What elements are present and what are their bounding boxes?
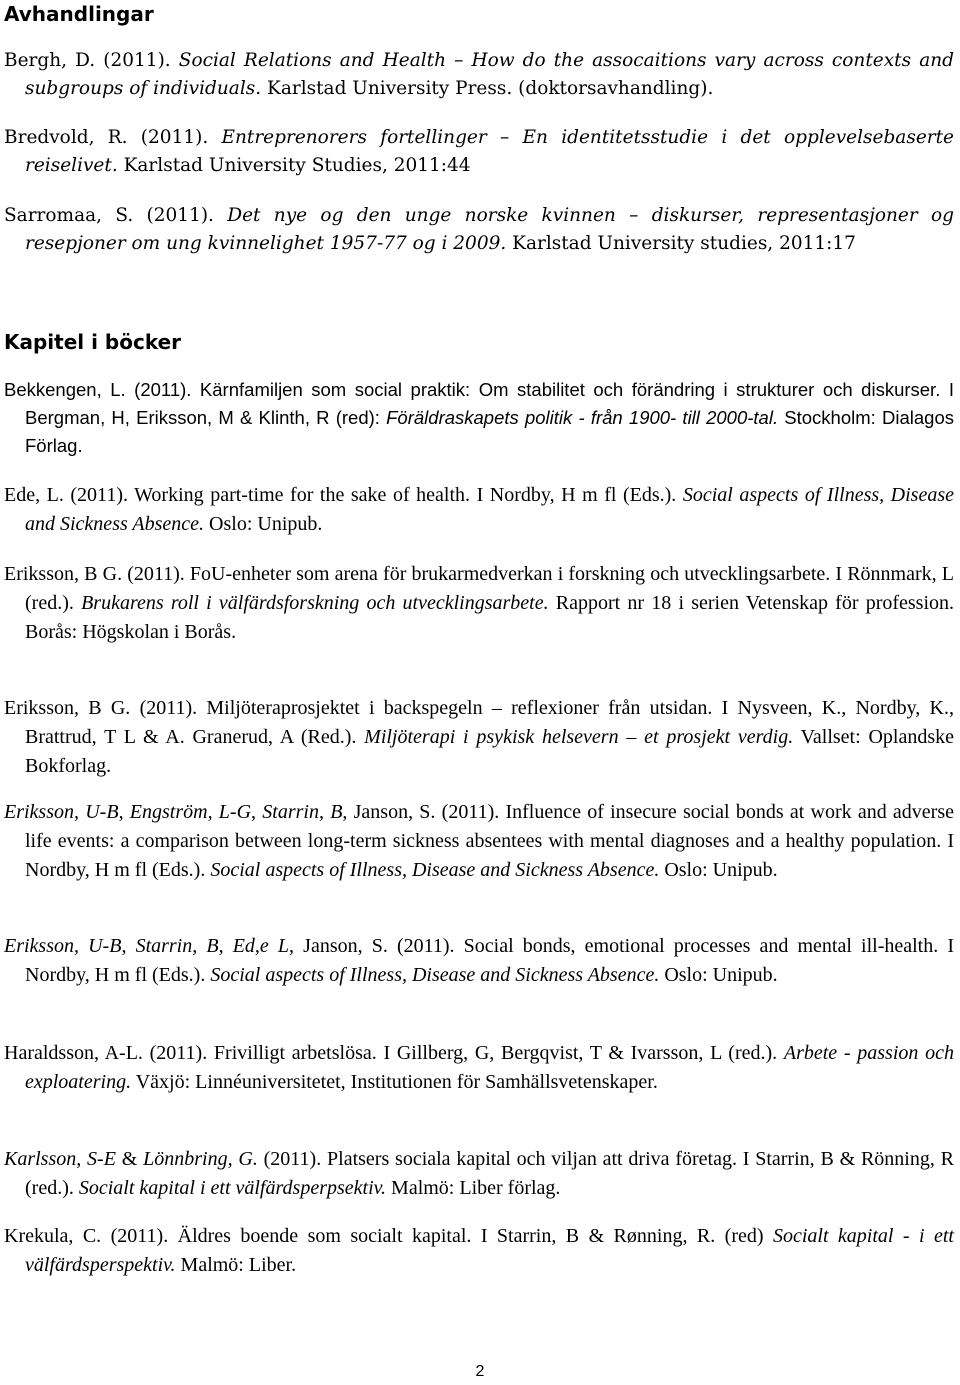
reference-text: Växjö: Linnéuniversitetet, Institutionen för Samhällsvetenskaper. <box>131 1071 658 1093</box>
reference-italic-text: Socialt kapital i ett välfärdsperpsektiv. <box>78 1177 387 1199</box>
reference-entry <box>4 1145 954 1203</box>
reference-text: Bredvold, R. (2011). <box>4 127 222 148</box>
reference-entry <box>4 798 954 885</box>
reference-text: Karlstad University Press. (doktorsavhandling). <box>261 78 714 99</box>
reference-entry <box>4 932 954 990</box>
reference-text: , Janson, S. (2011). Influence of insecure social bonds at work and adverse life events: a comparison between long-term sickness absentees with mental diagnoses and a healthy population. I Nordby, H m fl (Eds.). <box>25 801 955 881</box>
reference-text: Bekkengen, L. (2011). Kärnfamiljen som social praktik: Om stabilitet och förändring i strukturer och diskurser. I Bergman, H, Eriksson, M & Klinth, R (red): <box>4 379 954 428</box>
reference-italic-text: Karlsson, S-E <box>4 1148 116 1170</box>
reference-text: (2011). Platsers sociala kapital och viljan att driva företag. I Starrin, B & Rönning, R (red.). <box>25 1148 955 1199</box>
reference-text: Krekula, C. (2011). Äldres boende som socialt kapital. I Starrin, B & Rønning, R. (red) <box>4 1225 773 1247</box>
reference-text: Ede, L. (2011). Working part-time for the sake of health. I Nordby, H m fl (Eds.). <box>4 484 683 506</box>
reference-italic-text: Ed,e L <box>232 935 290 957</box>
reference-text: Haraldsson, A-L. (2011). Frivilligt arbetslösa. I Gillberg, G, Bergqvist, T & Ivarsson, L (red.). <box>4 1042 784 1064</box>
reference-italic-text: Social Relations and Health – How do the assocaitions vary across contexts and subgroups of individuals. <box>25 50 954 99</box>
reference-entry <box>4 1222 954 1280</box>
reference-text: , <box>118 801 130 823</box>
reference-text: Stockholm: Dialagos Förlag. <box>25 407 954 456</box>
reference-text: Karlstad University Studies, 2011:44 <box>117 155 471 176</box>
reference-italic-text: Socialt kapital - i ett välfärdsperspektiv. <box>25 1225 954 1276</box>
reference-text: & <box>115 1148 144 1170</box>
reference-text: Bergh, D. (2011). <box>4 50 179 71</box>
reference-entry <box>4 124 954 180</box>
reference-italic-text: Lönnbring, G. <box>143 1148 258 1170</box>
section-heading-avhandlingar: Avhandlingar <box>4 2 154 26</box>
reference-text: Sarromaa, S. (2011). <box>4 205 228 226</box>
reference-italic-text: Social aspects of Illness, Disease and Sickness Absence. <box>210 964 660 986</box>
reference-text: , <box>121 935 136 957</box>
reference-entry <box>4 1039 954 1097</box>
reference-text: Malmö: Liber. <box>175 1254 297 1276</box>
reference-text: Vallset: Oplandske Bokforlag. <box>25 726 954 777</box>
reference-italic-text: Eriksson, U-B <box>4 801 119 823</box>
reference-text: Eriksson, B G. (2011). Miljöteraprosjektet i backspegeln – reflexioner från utsidan. I Nysveen, K., Nordby, K., Brattrud, T L & A. Granerud, A (Red.). <box>4 697 954 748</box>
reference-italic-text: Social aspects of Illness, Disease and Sickness Absence. <box>25 484 954 535</box>
reference-text: Rapport nr 18 i serien Vetenskap för profession. Borås: Högskolan i Borås. <box>25 592 955 643</box>
reference-entry <box>4 481 954 539</box>
reference-italic-text: Starrin, B <box>262 801 343 823</box>
page-number: 2 <box>475 1363 485 1380</box>
reference-italic-text: Starrin, B <box>135 935 219 957</box>
reference-entry <box>4 694 954 781</box>
reference-italic-text: Föräldraskapets politik - från 1900- till 2000-tal. <box>386 407 779 428</box>
reference-italic-text: Brukarens roll i välfärdsforskning och utvecklingsarbete. <box>81 592 549 614</box>
reference-text: Malmö: Liber förlag. <box>386 1177 561 1199</box>
reference-italic-text: Det nye og den unge norske kvinnen – diskurser, representasjoner og resepjoner om ung kvinnelighet 1957-77 og i 2009. <box>25 205 954 254</box>
reference-text: Oslo: Unipub. <box>659 859 778 881</box>
reference-italic-text: Entreprenorers fortellinger – En identitetsstudie i det opplevelsebaserte reiselivet. <box>25 127 954 176</box>
reference-italic-text: Social aspects of Illness, Disease and Sickness Absence. <box>210 859 660 881</box>
reference-entry <box>4 202 954 258</box>
reference-entry <box>4 560 954 647</box>
reference-entry <box>4 47 954 103</box>
reference-entry <box>4 376 954 460</box>
reference-text: Eriksson, B G. (2011). FoU-enheter som arena för brukarmedverkan i forskning och utvecklingsarbete. I Rönnmark, L (red.). <box>4 563 954 614</box>
reference-text: Karlstad University studies, 2011:17 <box>506 233 856 254</box>
reference-text: , <box>251 801 263 823</box>
reference-text: , <box>218 935 233 957</box>
reference-italic-text: Miljöterapi i psykisk helsevern – et prosjekt verdig. <box>364 726 794 748</box>
reference-text: , Janson, S. (2011). Social bonds, emotional processes and mental ill-health. I Nordby, H m fl (Eds.). <box>25 935 955 986</box>
section-heading-kapitel: Kapitel i böcker <box>4 330 182 354</box>
reference-italic-text: Eriksson, U-B <box>4 935 122 957</box>
reference-italic-text: Arbete - passion och exploatering. <box>25 1042 954 1093</box>
reference-text: Oslo: Unipub. <box>659 964 778 986</box>
reference-text: Oslo: Unipub. <box>204 513 323 535</box>
reference-italic-text: Engström, L-G <box>129 801 252 823</box>
